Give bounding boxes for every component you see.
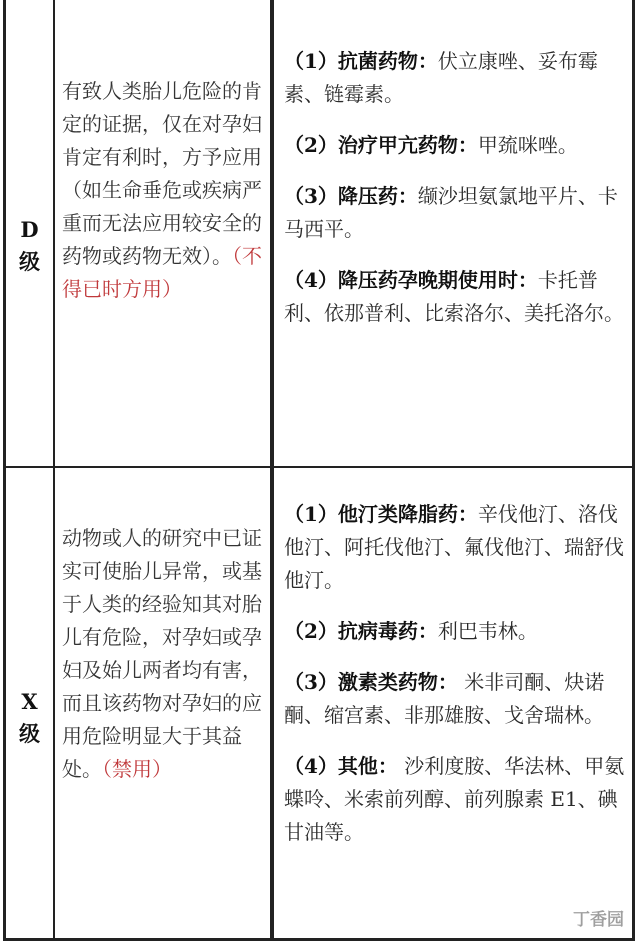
item-category: 激素类药物： (337, 670, 458, 694)
item-number: （3） (284, 670, 338, 694)
grade-letter: D (20, 217, 39, 242)
grade-label (6, 686, 53, 750)
grade-description (62, 522, 268, 786)
item-category: 治疗甲亢药物： (337, 133, 478, 157)
item-number: （4） (284, 754, 338, 778)
item-drugs: 米非司酮、炔诺酮、缩宫素、非那雄胺、戈舍瑞林。 (284, 670, 605, 727)
list-item (284, 615, 636, 648)
list-item (284, 264, 636, 330)
list-item (284, 750, 636, 849)
table-row-d (6, 0, 632, 466)
item-category: 抗病毒药： (337, 619, 438, 643)
list-item (284, 666, 636, 732)
watermark-logo: 丁香园 (573, 910, 624, 930)
grade-description (62, 75, 268, 306)
item-number: （1） (284, 49, 338, 73)
list-item (284, 45, 636, 111)
grade-suffix: 级 (19, 721, 40, 746)
grade-letter: X (21, 689, 38, 714)
list-item (284, 498, 636, 597)
list-item (284, 129, 636, 162)
item-number: （3） (284, 184, 338, 208)
item-category: 其他： (337, 754, 398, 778)
column-divider (270, 0, 274, 466)
grade-label (6, 214, 53, 278)
description-text: 有致人类胎儿危险的肯定的证据，仅在对孕妇肯定有利时，方予应用（如生命垂危或疾病严重而无法应用较安全的药物或药物无效）。 (62, 79, 262, 268)
column-divider (53, 468, 55, 938)
item-category: 他汀类降脂药： (337, 502, 478, 526)
item-drugs: 甲巯咪唑。 (477, 133, 578, 157)
item-drugs: 卡托普利、依那普利、比索洛尔、美托洛尔。 (284, 268, 624, 325)
item-category: 抗菌药物： (337, 49, 438, 73)
drug-list (284, 45, 636, 348)
item-category: 降压药： (337, 184, 418, 208)
item-number: （2） (284, 133, 338, 157)
list-item (284, 180, 636, 246)
usage-note: （不得已时方用） (62, 244, 262, 301)
column-divider (270, 468, 274, 938)
drug-list (284, 498, 636, 867)
table-row-x (6, 466, 632, 938)
item-drugs: 辛伐他汀、洛伐他汀、阿托伐他汀、氟伐他汀、瑞舒伐他汀。 (284, 502, 624, 592)
column-divider (53, 0, 55, 466)
item-number: （1） (284, 502, 338, 526)
item-number: （4） (284, 268, 338, 292)
item-number: （2） (284, 619, 338, 643)
usage-note: （禁用） (102, 757, 172, 781)
item-drugs: 利巴韦林。 (437, 619, 538, 643)
grade-suffix: 级 (19, 249, 40, 274)
item-drugs: 伏立康唑、妥布霉素、链霉素。 (284, 49, 598, 106)
description-text: 动物或人的研究中已证实可使胎儿异常，或基于人类的经验知其对胎儿有危险，对孕妇或孕妇及始儿两者均有害，而且该药物对孕妇的应用危险明显大于其益处。 (62, 526, 262, 781)
item-drugs: 缬沙坦氨氯地平片、卡马西平。 (284, 184, 618, 241)
item-category: 降压药孕晚期使用时： (337, 268, 538, 292)
pregnancy-drug-grade-table (3, 0, 635, 941)
item-drugs: 沙利度胺、华法林、甲氨蝶呤、米索前列醇、前列腺素 E1、碘甘油等。 (284, 754, 625, 844)
